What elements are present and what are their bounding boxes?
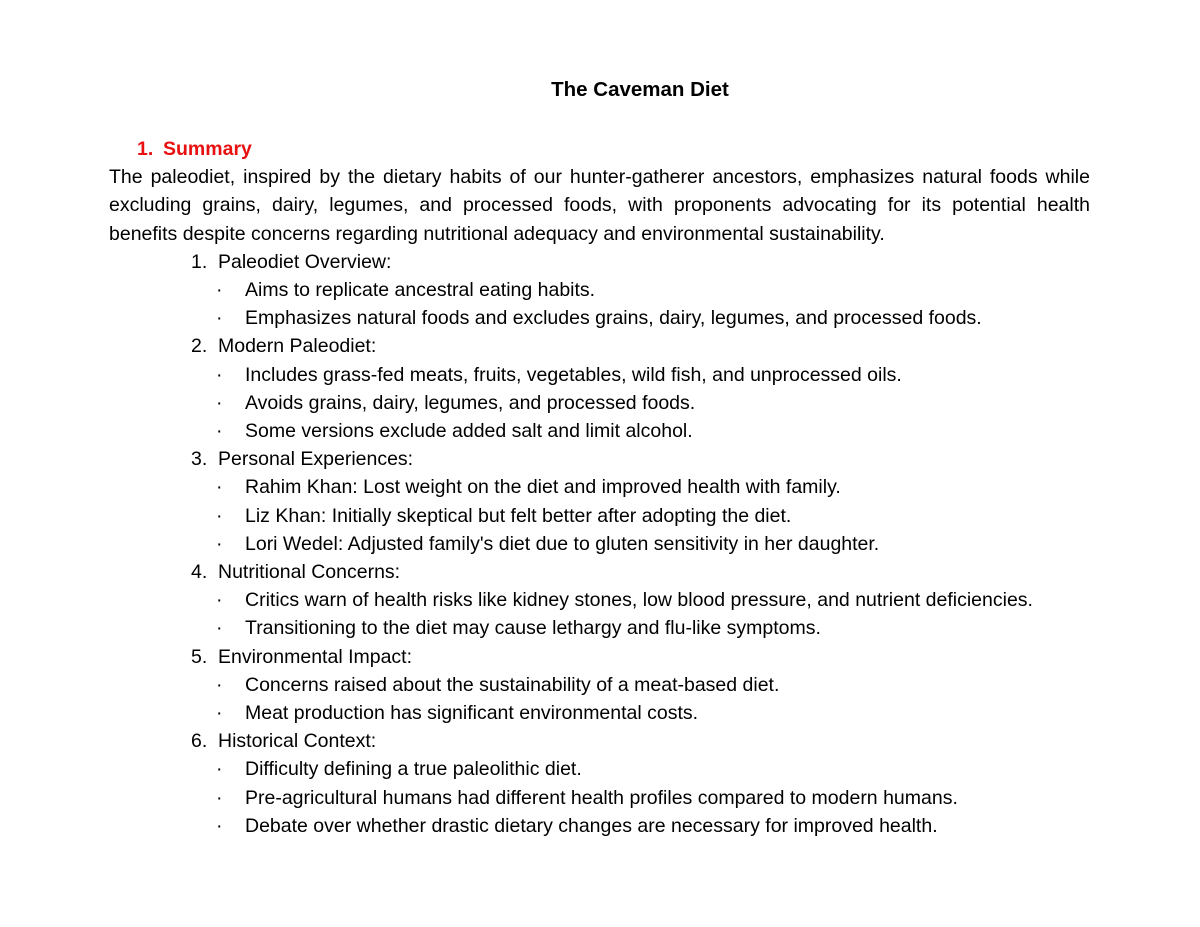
bullet-text: Liz Khan: Initially skeptical but felt better after adopting the diet.	[245, 504, 792, 527]
section-heading	[191, 445, 1090, 473]
bullet-list	[191, 473, 1090, 558]
bullet-dot-icon: ·	[216, 786, 223, 809]
bullet-text: Avoids grains, dairy, legumes, and processed foods.	[245, 391, 696, 414]
list-item	[191, 671, 1090, 699]
bullet-dot-icon: ·	[216, 589, 223, 612]
section-heading-label: Environmental Impact:	[218, 645, 413, 668]
bullet-list	[191, 276, 1090, 332]
list-item	[191, 699, 1090, 727]
bullet-dot-icon: ·	[216, 673, 223, 696]
section-heading-label: Nutritional Concerns:	[218, 561, 401, 584]
section-6	[109, 727, 1090, 840]
bullet-dot-icon: ·	[216, 363, 223, 386]
section-heading-label: Paleodiet Overview:	[218, 250, 392, 273]
list-item	[191, 755, 1090, 783]
bullet-dot-icon: ·	[216, 758, 223, 781]
list-item	[191, 361, 1090, 389]
section-3	[109, 445, 1090, 558]
bullet-dot-icon: ·	[216, 617, 223, 640]
bullet-list	[191, 361, 1090, 446]
list-item	[191, 586, 1090, 614]
bullet-dot-icon: ·	[216, 391, 223, 414]
summary-heading-label: Summary	[163, 138, 252, 160]
list-item	[191, 417, 1090, 445]
section-number: 2.	[191, 335, 208, 358]
section-list	[109, 248, 1090, 840]
bullet-list	[191, 755, 1090, 840]
bullet-text: Concerns raised about the sustainability of a meat-based diet.	[245, 673, 780, 696]
section-5	[109, 643, 1090, 728]
section-number: 5.	[191, 645, 208, 668]
bullet-list	[191, 671, 1090, 727]
section-number: 3.	[191, 448, 208, 471]
list-item	[191, 812, 1090, 840]
list-item	[191, 784, 1090, 812]
bullet-dot-icon: ·	[216, 504, 223, 527]
section-heading	[191, 727, 1090, 755]
list-item	[191, 389, 1090, 417]
bullet-text: Rahim Khan: Lost weight on the diet and improved health with family.	[245, 476, 841, 499]
bullet-dot-icon: ·	[216, 476, 223, 499]
bullet-list	[191, 586, 1090, 642]
section-number: 6.	[191, 730, 208, 753]
section-heading	[191, 248, 1090, 276]
section-4	[109, 558, 1090, 643]
list-item	[191, 530, 1090, 558]
bullet-text: Difficulty defining a true paleolithic diet.	[245, 758, 582, 781]
bullet-text: Critics warn of health risks like kidney stones, low blood pressure, and nutrient deficiencies.	[245, 589, 1033, 612]
section-heading-label: Personal Experiences:	[218, 448, 414, 471]
section-number: 1.	[191, 250, 208, 273]
bullet-dot-icon: ·	[216, 814, 223, 837]
bullet-text: Debate over whether drastic dietary changes are necessary for improved health.	[245, 814, 938, 837]
summary-heading	[109, 135, 1090, 163]
section-heading-label: Modern Paleodiet:	[218, 335, 377, 358]
bullet-dot-icon: ·	[216, 420, 223, 443]
document-title: The Caveman Diet	[551, 78, 729, 101]
list-item	[191, 614, 1090, 642]
bullet-dot-icon: ·	[216, 702, 223, 725]
summary-paragraph: The paleodiet, inspired by the dietary habits of our hunter-gatherer ancestors, emphasizes natural foods while excluding grains, dairy, legumes, and processed foods, with proponents advocating for its potential health benefits despite concerns regarding nutritional adequacy and environmental sustainability.	[109, 166, 1090, 245]
bullet-dot-icon: ·	[216, 532, 223, 555]
document-body	[109, 135, 1090, 840]
bullet-text: Meat production has significant environmental costs.	[245, 702, 699, 725]
bullet-text: Aims to replicate ancestral eating habits.	[245, 279, 596, 302]
bullet-text: Transitioning to the diet may cause lethargy and flu-like symptoms.	[245, 617, 821, 640]
bullet-dot-icon: ·	[216, 307, 223, 330]
list-item	[191, 276, 1090, 304]
bullet-text: Lori Wedel: Adjusted family's diet due to gluten sensitivity in her daughter.	[245, 532, 880, 555]
bullet-text: Pre-agricultural humans had different health profiles compared to modern humans.	[245, 786, 958, 809]
bullet-dot-icon: ·	[216, 279, 223, 302]
section-heading	[191, 558, 1090, 586]
list-item	[191, 304, 1090, 332]
summary-number: 1.	[137, 138, 154, 160]
bullet-text: Some versions exclude added salt and limit alcohol.	[245, 420, 693, 443]
section-heading	[191, 332, 1090, 360]
list-item	[191, 502, 1090, 530]
bullet-text: Includes grass-fed meats, fruits, vegetables, wild fish, and unprocessed oils.	[245, 363, 902, 386]
section-heading-label: Historical Context:	[218, 730, 377, 753]
section-1	[109, 248, 1090, 333]
list-item	[191, 473, 1090, 501]
section-heading	[191, 643, 1090, 671]
bullet-text: Emphasizes natural foods and excludes grains, dairy, legumes, and processed foods.	[245, 307, 982, 330]
section-number: 4.	[191, 561, 208, 584]
section-2	[109, 332, 1090, 445]
